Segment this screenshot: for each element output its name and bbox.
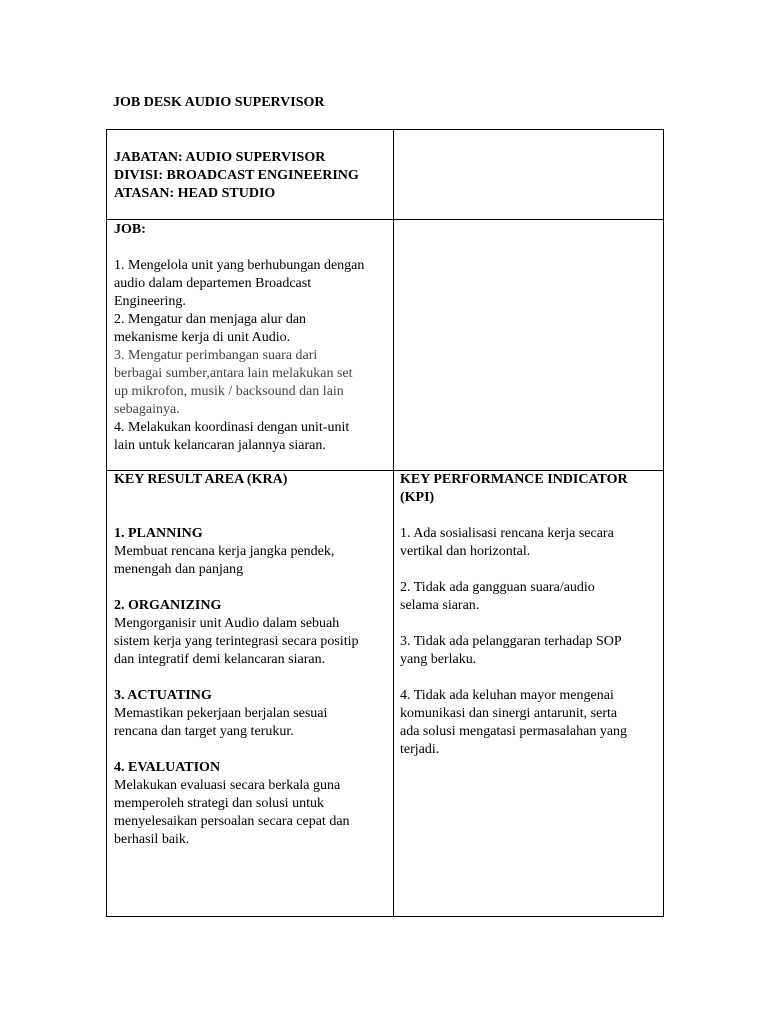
spacer [114, 741, 389, 759]
spacer [114, 239, 389, 257]
job-line: Engineering. [114, 294, 186, 309]
spacer [400, 507, 658, 525]
spacer [114, 579, 389, 597]
job-line: berbagai sumber,antara lain melakukan set [114, 366, 353, 381]
kra-line: dan integratif demi kelancaran siaran. [114, 652, 326, 667]
kra-line: memperoleh strategi dan solusi untuk [114, 796, 324, 811]
kpi-line: selama siaran. [400, 598, 480, 613]
kra-line: berhasil baik. [114, 832, 190, 847]
kpi-heading: KEY PERFORMANCE INDICATOR [400, 472, 628, 487]
kpi-heading: (KPI) [400, 490, 435, 505]
kpi-line: komunikasi dan sinergi antarunit, serta [400, 706, 618, 721]
kpi-line: 2. Tidak ada gangguan suara/audio [400, 580, 595, 595]
job-line: 3. Mengatur perimbangan suara dari [114, 348, 318, 363]
kra-line: menyelesaikan persoalan secara cepat dan [114, 814, 350, 829]
kpi-line: 1. Ada sosialisasi rencana kerja secara [400, 526, 614, 541]
kra-line: menengah dan panjang [114, 562, 244, 577]
spacer [114, 507, 389, 525]
table-row-divider [107, 219, 663, 220]
document-title: JOB DESK AUDIO SUPERVISOR [113, 95, 325, 110]
spacer [114, 669, 389, 687]
kra-section-title: 1. PLANNING [114, 526, 203, 541]
job-line: lain untuk kelancaran jalannya siaran. [114, 438, 326, 453]
job-line: up mikrofon, musik / backsound dan lain [114, 384, 344, 399]
job-line: 4. Melakukan koordinasi dengan unit-unit [114, 420, 350, 435]
kpi-line: 4. Tidak ada keluhan mayor mengenai [400, 688, 614, 703]
spacer [400, 669, 658, 687]
kra-section-title: 2. ORGANIZING [114, 598, 222, 613]
kpi-line: vertikal dan horizontal. [400, 544, 531, 559]
kra-line: Melakukan evaluasi secara berkala guna [114, 778, 341, 793]
spacer [114, 489, 389, 507]
position-info-cell [114, 149, 386, 203]
table-column-divider [393, 130, 394, 916]
job-desk-table [106, 129, 664, 917]
kra-section-title: 3. ACTUATING [114, 688, 212, 703]
kpi-line: ada solusi mengatasi permasalahan yang [400, 724, 628, 739]
spacer [400, 561, 658, 579]
divisi-text: DIVISI: BROADCAST ENGINEERING [114, 168, 359, 183]
kra-line: Memastikan pekerjaan berjalan sesuai [114, 706, 328, 721]
job-line: 2. Mengatur dan menjaga alur dan [114, 312, 307, 327]
kpi-line: terjadi. [400, 742, 440, 757]
kra-heading: KEY RESULT AREA (KRA) [114, 472, 288, 487]
atasan-text: ATASAN: HEAD STUDIO [114, 186, 276, 201]
kra-line: rencana dan target yang terukur. [114, 724, 294, 739]
kra-line: Mengorganisir unit Audio dalam sebuah [114, 616, 340, 631]
job-cell [114, 221, 389, 455]
kra-cell [114, 471, 389, 849]
kra-section-title: 4. EVALUATION [114, 760, 221, 775]
jabatan-text: JABATAN: AUDIO SUPERVISOR [114, 150, 326, 165]
kpi-cell [400, 471, 658, 759]
job-line: 1. Mengelola unit yang berhubungan dengan [114, 258, 365, 273]
kra-line: Membuat rencana kerja jangka pendek, [114, 544, 335, 559]
kra-line: sistem kerja yang terintegrasi secara positip [114, 634, 359, 649]
kpi-line: 3. Tidak ada pelanggaran terhadap SOP [400, 634, 622, 649]
job-heading: JOB: [114, 222, 146, 237]
job-line: audio dalam departemen Broadcast [114, 276, 312, 291]
job-line: sebagainya. [114, 402, 180, 417]
spacer [400, 615, 658, 633]
kpi-line: yang berlaku. [400, 652, 477, 667]
job-line: mekanisme kerja di unit Audio. [114, 330, 291, 345]
